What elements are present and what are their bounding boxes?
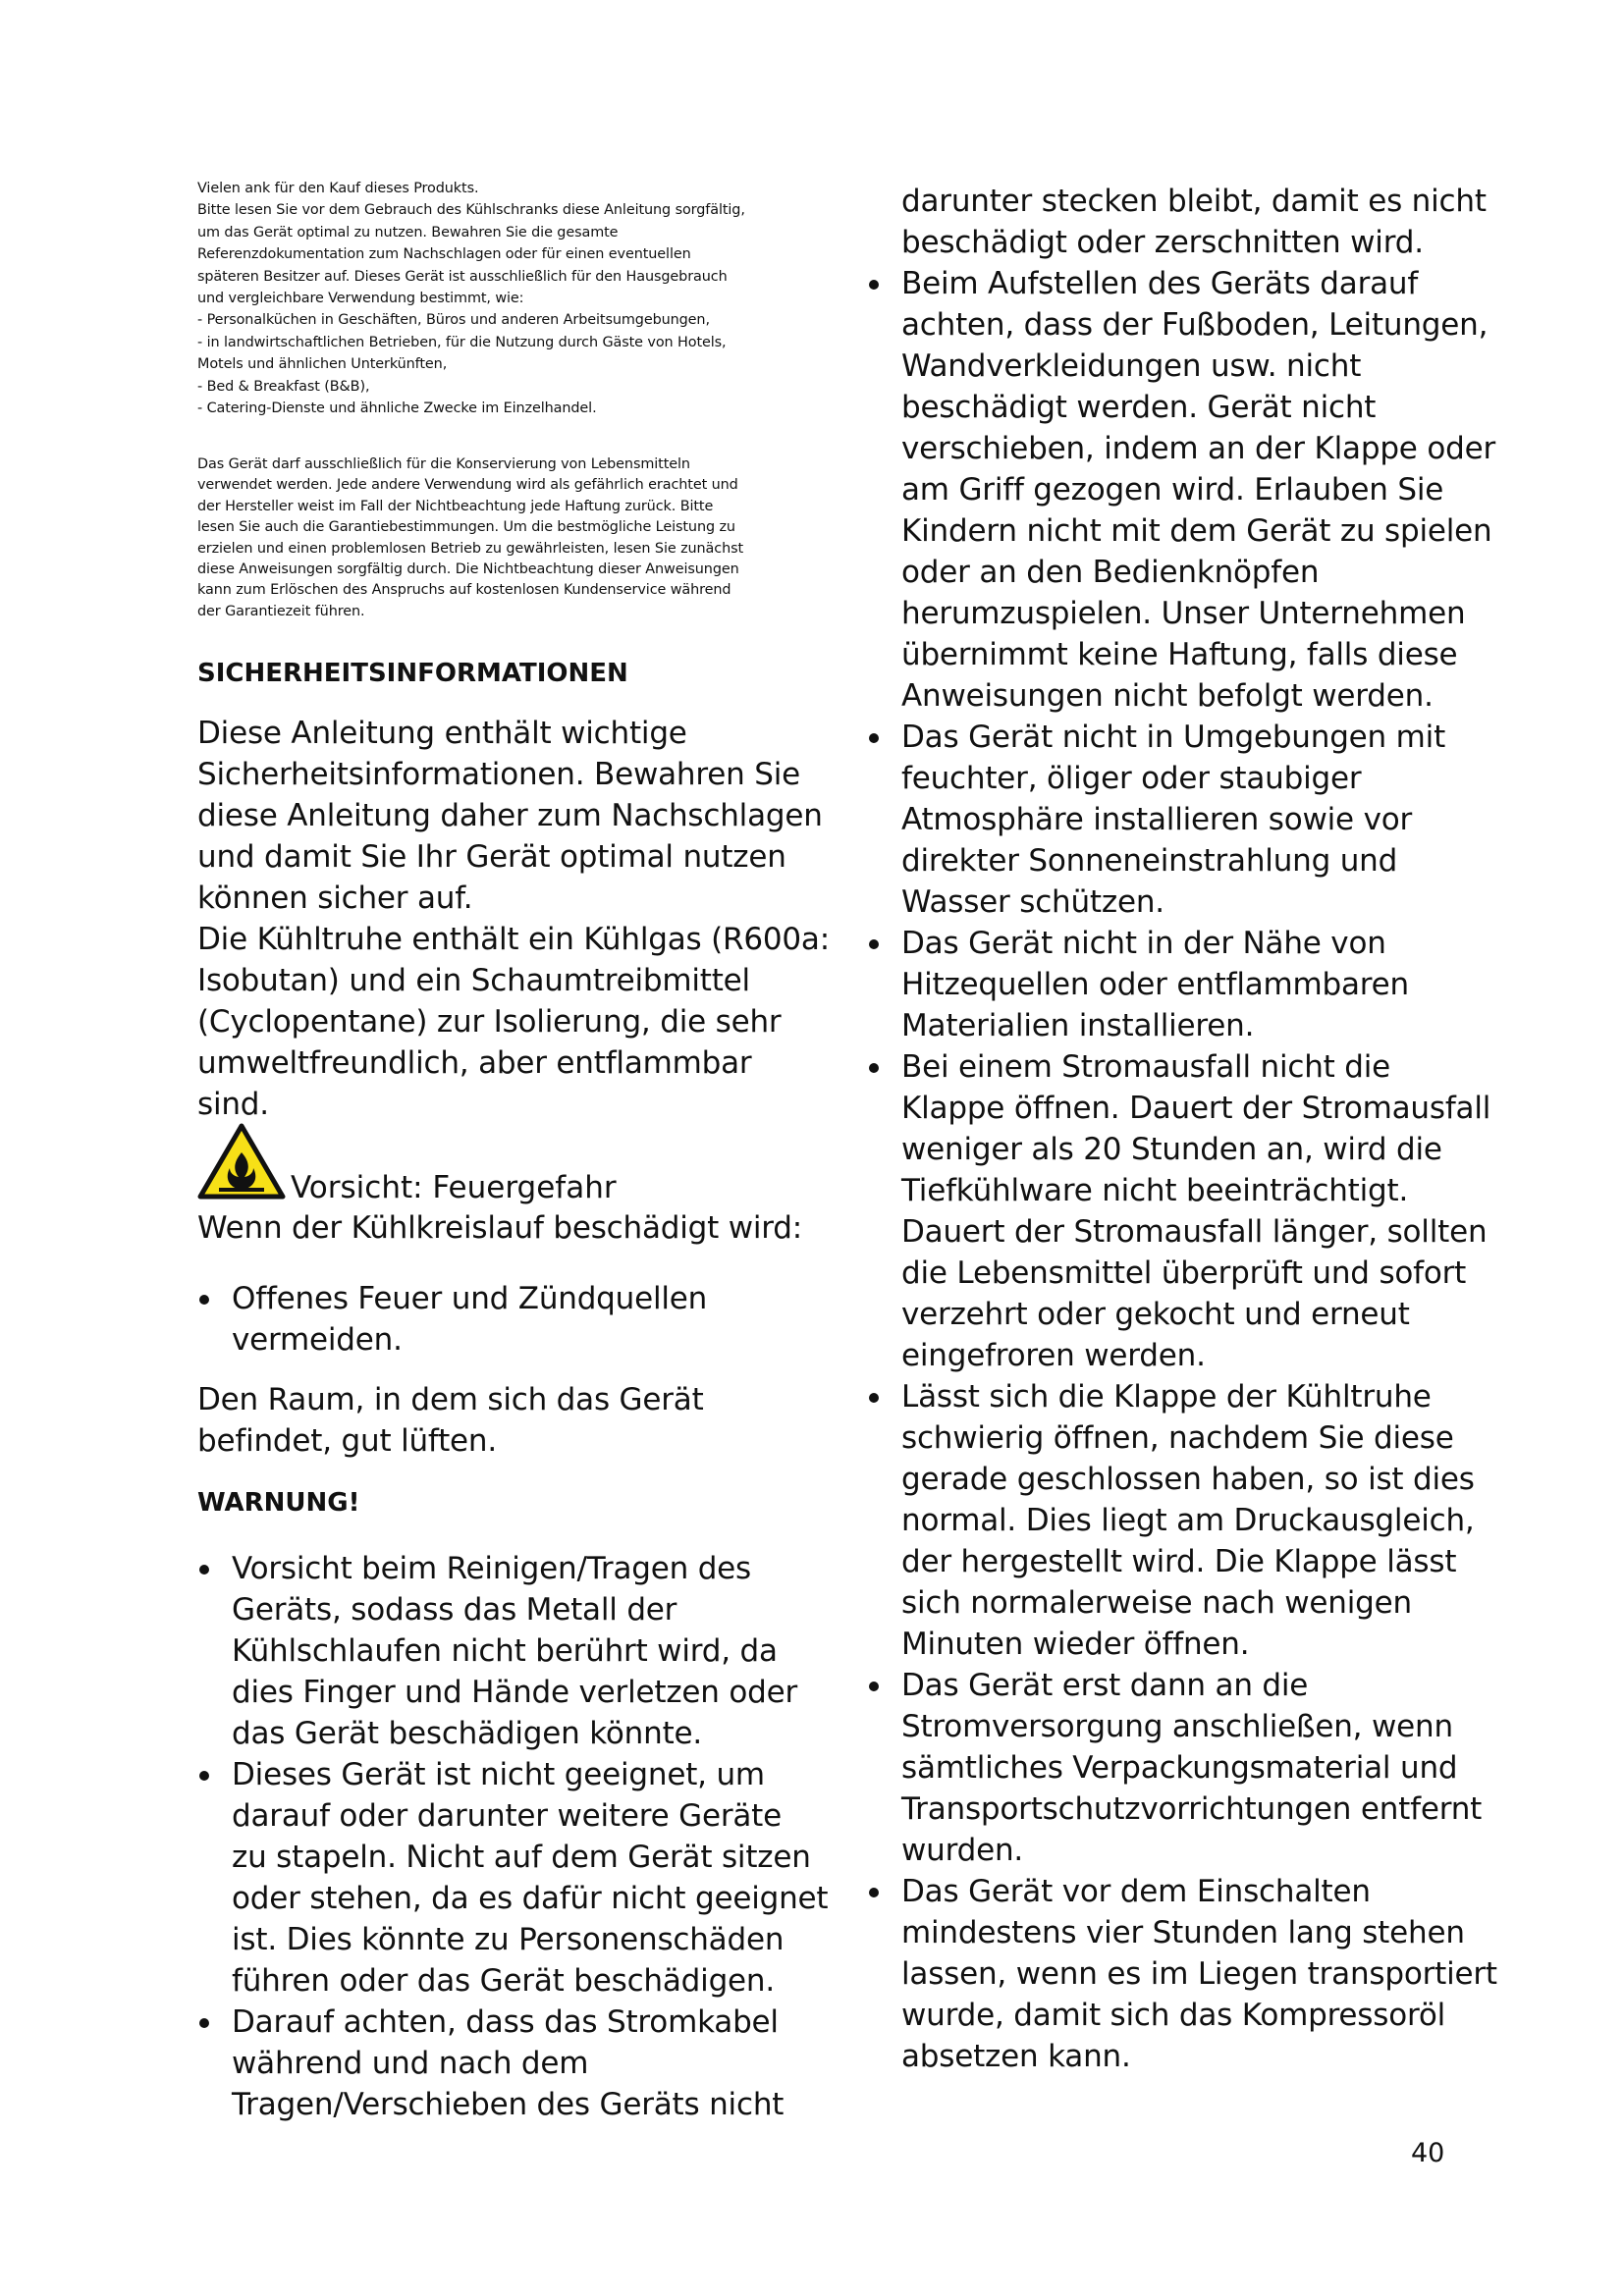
warning-heading: WARNUNG! <box>197 1488 360 1518</box>
fire-warning-label: Vorsicht: Feuergefahr <box>291 1170 617 1205</box>
bullet-line: dies Finger und Hände verletzen oder <box>232 1675 798 1710</box>
bullet-line: Tragen/Verschieben des Geräts nicht <box>232 2087 785 2122</box>
safety-paragraph <box>197 713 830 1125</box>
bullet-line: eingefroren werden. <box>901 1338 1206 1373</box>
list-item <box>197 1754 829 2002</box>
bullet-line: vermeiden. <box>232 1322 403 1358</box>
bullet-line: direkter Sonneneinstrahlung und <box>901 843 1398 879</box>
bullet-icon <box>869 1888 879 1897</box>
safety-line: Sicherheitsinformationen. Bewahren Sie <box>197 757 800 792</box>
room-line: befindet, gut lüften. <box>197 1423 498 1459</box>
bullet-line: die Lebensmittel überprüft und sofort <box>901 1255 1467 1291</box>
continuation-line: beschädigt oder zerschnitten wird. <box>901 225 1424 260</box>
usage-line: erzielen und einen problemlosen Betrieb zu gewährleisten, lesen Sie zunächst <box>197 540 744 557</box>
bullet-line: normal. Dies liegt am Druckausgleich, <box>901 1503 1475 1538</box>
bullet-line: Materialien installieren. <box>901 1008 1255 1043</box>
usage-line: der Garantiezeit führen. <box>197 603 365 619</box>
bullet-icon <box>869 733 879 743</box>
bullet-line: oder stehen, da es dafür nicht geeignet <box>232 1881 829 1916</box>
usage-block <box>197 454 786 622</box>
usage-line: diese Anweisungen sorgfältig durch. Die Nichtbeachtung dieser Anweisungen <box>197 561 739 578</box>
intro-line: Vielen ank für den Kauf dieses Produkts. <box>197 181 479 196</box>
safety-line: umweltfreundlich, aber entflammbar <box>197 1045 752 1081</box>
safety-heading: SICHERHEITSINFORMATIONEN <box>197 659 628 688</box>
bullet-icon <box>869 1393 879 1403</box>
bullet-line: Kindern nicht mit dem Gerät zu spielen <box>901 513 1492 549</box>
bullet-line: Tiefkühlware nicht beeinträchtigt. <box>901 1173 1409 1208</box>
safety-line: (Cyclopentane) zur Isolierung, die sehr <box>197 1004 782 1040</box>
list-item <box>197 2002 786 2125</box>
bullet-line: am Griff gezogen wird. Erlauben Sie <box>901 472 1444 507</box>
intro-line: - in landwirtschaftlichen Betrieben, für die Nutzung durch Gäste von Hotels, <box>197 334 727 350</box>
bullet-line: sämtliches Verpackungsmaterial und <box>901 1750 1458 1786</box>
bullet-line: mindestens vier Stunden lang stehen <box>901 1915 1465 1950</box>
bullet-line: Geräts, sodass das Metall der <box>232 1592 677 1628</box>
intro-line: - Bed & Breakfast (B&B), <box>197 378 370 395</box>
bullet-line: gerade geschlossen haben, so ist dies <box>901 1462 1475 1497</box>
bullet-line: das Gerät beschädigen könnte. <box>232 1716 703 1751</box>
bullet-icon <box>869 280 879 290</box>
list-item <box>867 1046 1491 1376</box>
bullet-line: Dauert der Stromausfall länger, sollten <box>901 1214 1488 1250</box>
bullet-line: Stromversorgung anschließen, wenn <box>901 1709 1453 1744</box>
safety-line: Die Kühltruhe enthält ein Kühlgas (R600a: <box>197 922 830 957</box>
intro-line: späteren Besitzer auf. Dieses Gerät ist ausschließlich für den Hausgebrauch <box>197 268 728 285</box>
list-item <box>867 263 1495 717</box>
fire-bullet-list <box>197 1278 786 1361</box>
bullet-line: verschieben, indem an der Klappe oder <box>901 431 1495 466</box>
bullet-line: der hergestellt wird. Die Klappe lässt <box>901 1544 1457 1579</box>
bullet-line: Atmosphäre installieren sowie vor <box>901 802 1413 837</box>
bullet-icon <box>199 2018 209 2028</box>
bullet-line: zu stapeln. Nicht auf dem Gerät sitzen <box>232 1840 811 1875</box>
continuation-line: darunter stecken bleibt, damit es nicht <box>901 184 1487 219</box>
intro-line: Bitte lesen Sie vor dem Gebrauch des Kühlschranks diese Anleitung sorgfältig, <box>197 202 745 219</box>
bullet-line: Kühlschlaufen nicht berührt wird, da <box>232 1633 778 1669</box>
fire-warning <box>197 1123 786 1205</box>
bullet-line: darauf oder darunter weitere Geräte <box>232 1798 783 1834</box>
bullet-line: feuchter, öliger oder staubiger <box>901 761 1362 796</box>
list-item <box>867 1376 1475 1665</box>
bullet-icon <box>199 1295 209 1305</box>
bullet-icon <box>869 1682 879 1691</box>
bullet-line: Transportschutzvorrichtungen entfernt <box>901 1791 1483 1827</box>
intro-line: und vergleichbare Verwendung bestimmt, wie: <box>197 291 524 307</box>
intro-line: Motels und ähnlichen Unterkünften, <box>197 356 448 373</box>
flammable-warning-icon <box>197 1123 286 1200</box>
safety-line: und damit Sie Ihr Gerät optimal nutzen <box>197 839 786 875</box>
bullet-line: Bei einem Stromausfall nicht die <box>901 1049 1391 1085</box>
room-line: Den Raum, in dem sich das Gerät <box>197 1382 704 1417</box>
intro-line: Referenzdokumentation zum Nachschlagen oder für einen eventuellen <box>197 246 691 263</box>
safety-line: sind. <box>197 1087 269 1122</box>
bullet-icon <box>869 1063 879 1073</box>
usage-line: kann zum Erlöschen des Anspruchs auf kostenlosen Kundenservice während <box>197 582 731 599</box>
right-bullet-list <box>867 263 1497 2077</box>
bullet-icon <box>869 939 879 949</box>
bullet-line: Dieses Gerät ist nicht geeignet, um <box>232 1757 765 1792</box>
bullet-line: Das Gerät nicht in Umgebungen mit <box>901 720 1446 755</box>
bullet-line: Beim Aufstellen des Geräts darauf <box>901 266 1419 301</box>
bullet-line: führen oder das Gerät beschädigen. <box>232 1963 776 1999</box>
bullet-line: übernimmt keine Haftung, falls diese <box>901 637 1458 672</box>
list-item <box>867 717 1456 923</box>
bullet-line: schwierig öffnen, nachdem Sie diese <box>901 1420 1454 1456</box>
usage-line: verwendet werden. Jede andere Verwendung wird als gefährlich erachtet und <box>197 477 738 494</box>
intro-line: - Personalküchen in Geschäften, Büros und anderen Arbeitsumgebungen, <box>197 312 710 329</box>
bullet-line: Das Gerät vor dem Einschalten <box>901 1874 1371 1909</box>
bullet-line: Vorsicht beim Reinigen/Tragen des <box>232 1551 751 1586</box>
safety-line: Isobutan) und ein Schaumtreibmittel <box>197 963 750 998</box>
bullet-line: Klappe öffnen. Dauert der Stromausfall <box>901 1091 1491 1126</box>
usage-line: lesen Sie auch die Garantiebestimmungen. Um die bestmögliche Leistung zu <box>197 519 735 536</box>
bullet-line: Lässt sich die Klappe der Kühltruhe <box>901 1379 1432 1415</box>
bullet-line: sich normalerweise nach wenigen <box>901 1585 1412 1621</box>
bullet-line: Darauf achten, dass das Stromkabel <box>232 2004 779 2040</box>
bullet-line: Wasser schützen. <box>901 884 1164 920</box>
bullet-line: herumzuspielen. Unser Unternehmen <box>901 596 1466 631</box>
list-item <box>197 1548 798 1754</box>
intro-block <box>197 178 786 419</box>
bullet-line: achten, dass der Fußboden, Leitungen, <box>901 307 1489 343</box>
bullet-line: Wandverkleidungen usw. nicht <box>901 348 1362 384</box>
bullet-line: Minuten wieder öffnen. <box>901 1627 1250 1662</box>
bullet-line: absetzen kann. <box>901 2039 1131 2074</box>
bullet-line: Das Gerät erst dann an die <box>901 1668 1309 1703</box>
bullet-line: während und nach dem <box>232 2046 589 2081</box>
bullet-line: beschädigt werden. Gerät nicht <box>901 390 1377 425</box>
bullet-line: lassen, wenn es im Liegen transportiert <box>901 1956 1497 1992</box>
list-item <box>197 1278 786 1361</box>
bullet-icon <box>199 1771 209 1781</box>
bullet-line: Das Gerät nicht in der Nähe von <box>901 926 1386 961</box>
bullet-line: Anweisungen nicht befolgt werden. <box>901 678 1434 714</box>
intro-line: - Catering-Dienste und ähnliche Zwecke im Einzelhandel. <box>197 400 597 417</box>
bullet-line: verzehrt oder gekocht und erneut <box>901 1297 1410 1332</box>
list-item <box>867 923 1456 1046</box>
usage-line: der Hersteller weist im Fall der Nichtbeachtung jede Haftung zurück. Bitte <box>197 498 714 514</box>
warning-bullet-list <box>197 1548 829 2125</box>
intro-line: um das Gerät optimal zu nutzen. Bewahren Sie die gesamte <box>197 224 619 240</box>
bullet-line: weniger als 20 Stunden an, wird die <box>901 1132 1442 1167</box>
bullet-icon <box>199 1565 209 1575</box>
bullet-line: Offenes Feuer und Zündquellen <box>232 1281 708 1316</box>
room-text <box>197 1379 704 1462</box>
safety-line: Diese Anleitung enthält wichtige <box>197 716 687 751</box>
usage-line: Das Gerät darf ausschließlich für die Konservierung von Lebensmitteln <box>197 456 690 472</box>
list-item <box>867 1665 1483 1871</box>
safety-line: diese Anleitung daher zum Nachschlagen <box>197 798 823 833</box>
bullet-line: ist. Dies könnte zu Personenschäden <box>232 1922 785 1957</box>
bullet-line: Hitzequellen oder entflammbaren <box>901 967 1409 1002</box>
list-item <box>867 1871 1497 2077</box>
circuit-text: Wenn der Kühlkreislauf beschädigt wird: <box>197 1210 803 1246</box>
safety-line: können sicher auf. <box>197 881 473 916</box>
bullet-line: oder an den Bedienknöpfen <box>901 555 1320 590</box>
page-number: 40 <box>1411 2138 1445 2168</box>
bullet-line: wurden. <box>901 1833 1024 1868</box>
bullet-line: wurde, damit sich das Kompressoröl <box>901 1998 1446 2033</box>
continuation-text <box>901 181 1487 263</box>
